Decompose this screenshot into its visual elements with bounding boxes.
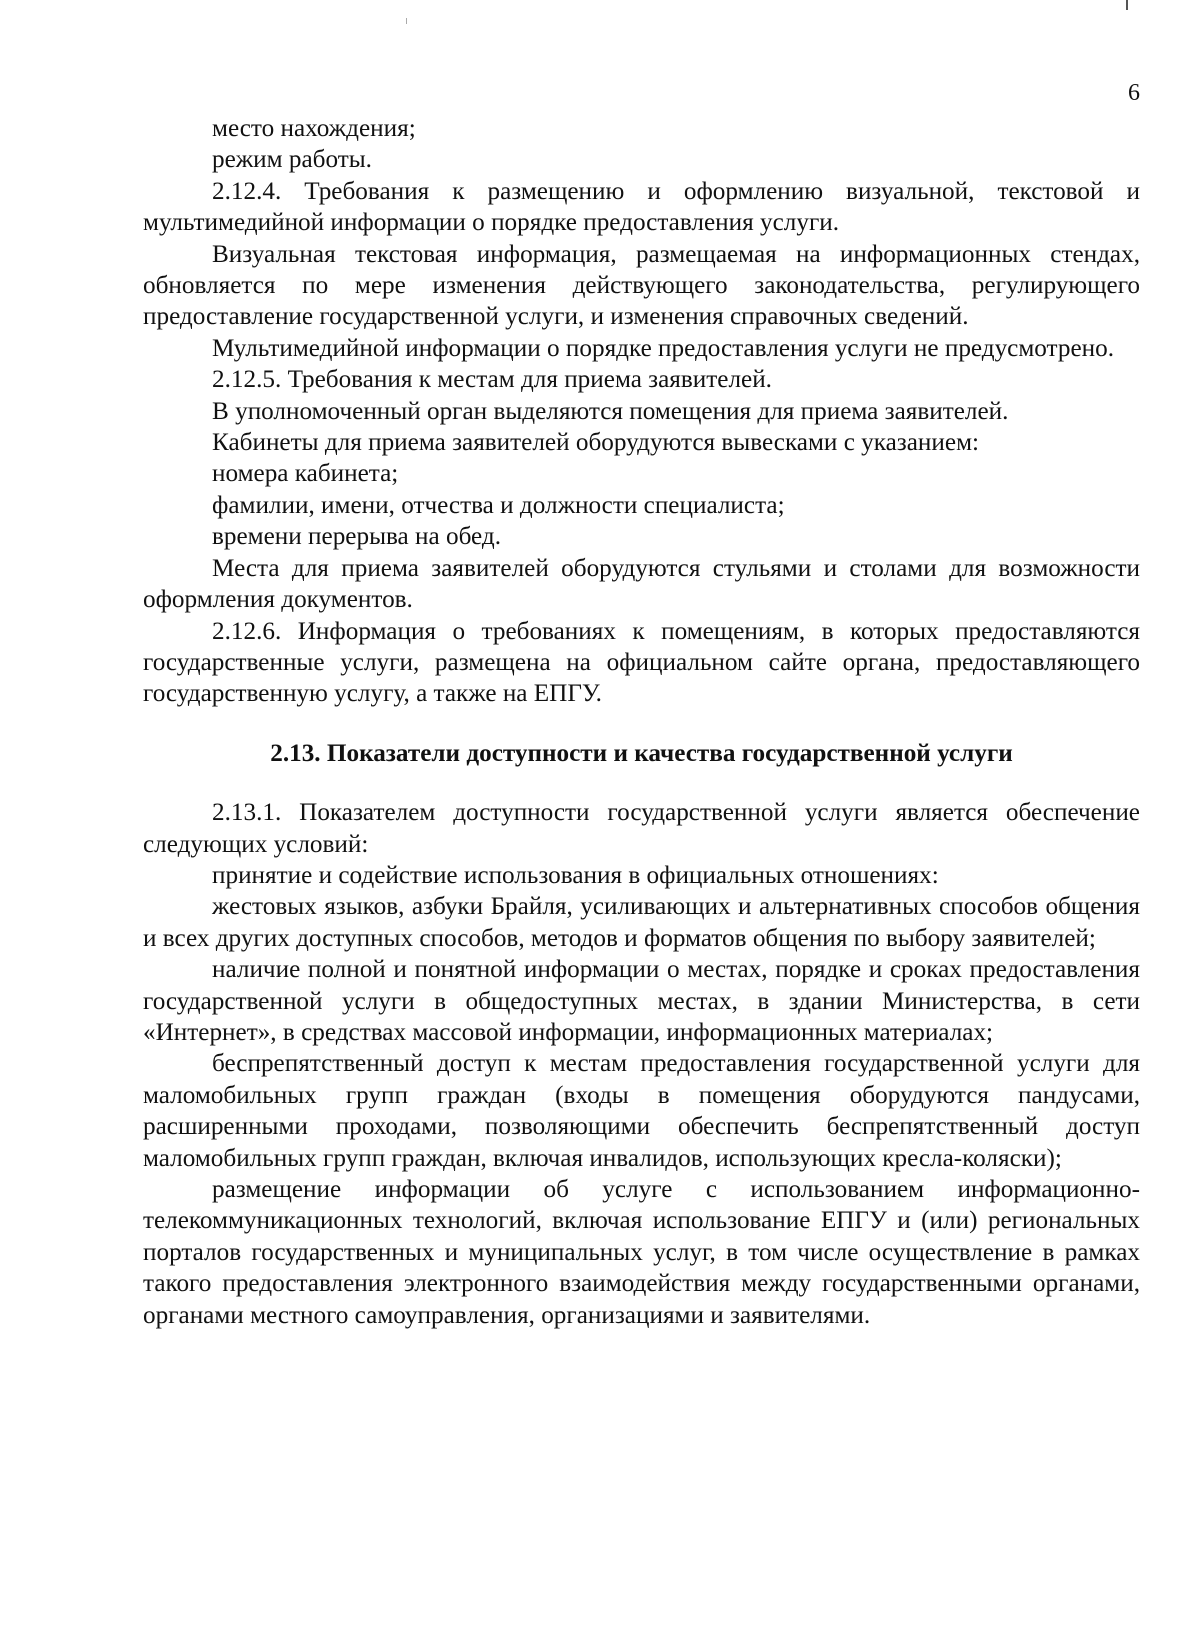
document-body <box>143 113 1140 1331</box>
paragraph: режим работы. <box>212 146 372 174</box>
scan-artifact-mark <box>1126 0 1128 10</box>
paragraph: наличие полной и понятной информации о местах, порядке и сроках предоставления государственной услуги в общедоступных местах, в здании Министерства, в сети «Интернет», в средствах массовой информации, информационных материалах; <box>143 956 1140 1046</box>
paragraph-section-2-12-6: 2.12.6. Информация о требованиях к помещениям, в которых предоставляются государственные услуги, размещена на официальном сайте органа, предоставляющего государственную услугу, а также на ЕПГУ. <box>143 617 1140 708</box>
paragraph-section-2-12-4: 2.12.4. Требования к размещению и оформлению визуальной, текстовой и мультимедийной информации о порядке предоставления услуги. <box>143 177 1140 237</box>
paragraph: размещение информации об услуге с использованием информационно-телекоммуникационных технологий, включая использование ЕПГУ и (или) региональных порталов государственных и муниципальных услуг, в том числе осуществление в рамках такого предоставления электронного взаимодействия между государственными органами, органами местного самоуправления, организациями и заявителями. <box>143 1176 1140 1329</box>
paragraph: принятие и содействие использования в официальных отношениях: <box>212 861 939 889</box>
paragraph: место нахождения; <box>212 115 416 142</box>
paragraph: жестовых языков, азбуки Брайля, усиливающих и альтернативных способов общения и всех других доступных способов, методов и форматов общения по выбору заявителей; <box>143 893 1140 952</box>
list-item: номера кабинета; <box>212 460 399 488</box>
paragraph: Визуальная текстовая информация, размещаемая на информационных стендах, обновляется по мере изменения действующего законодательства, регулирующего предоставление государственной услуги, и изменения справочных сведений. <box>143 240 1140 331</box>
paragraph: В уполномоченный орган выделяются помещения для приема заявителей. <box>212 397 1009 425</box>
scan-artifact-dot <box>406 18 407 24</box>
paragraph-section-2-12-5: 2.12.5. Требования к местам для приема заявителей. <box>212 366 772 394</box>
section-heading: 2.13. Показатели доступности и качества государственной услуги <box>270 739 1013 767</box>
paragraph-section-2-13-1: 2.13.1. Показателем доступности государственной услуги является обеспечение следующих условий: <box>143 799 1140 858</box>
paragraph: беспрепятственный доступ к местам предоставления государственной услуги для маломобильных групп граждан (входы в помещения оборудуются пандусами, расширенными проходами, позволяющими обеспечить беспрепятственный доступ маломобильных групп граждан, включая инвалидов, использующих кресла-коляски); <box>143 1050 1140 1172</box>
paragraph: Кабинеты для приема заявителей оборудуются вывесками с указанием: <box>212 429 980 457</box>
paragraph: Мультимедийной информации о порядке предоставления услуги не предусмотрено. <box>212 334 1115 362</box>
list-item: времени перерыва на обед. <box>212 523 502 551</box>
paragraph: Места для приема заявителей оборудуются стульями и столами для возможности оформления документов. <box>143 554 1140 614</box>
page-number: 6 <box>1128 80 1140 106</box>
list-item: фамилии, имени, отчества и должности специалиста; <box>212 491 785 519</box>
